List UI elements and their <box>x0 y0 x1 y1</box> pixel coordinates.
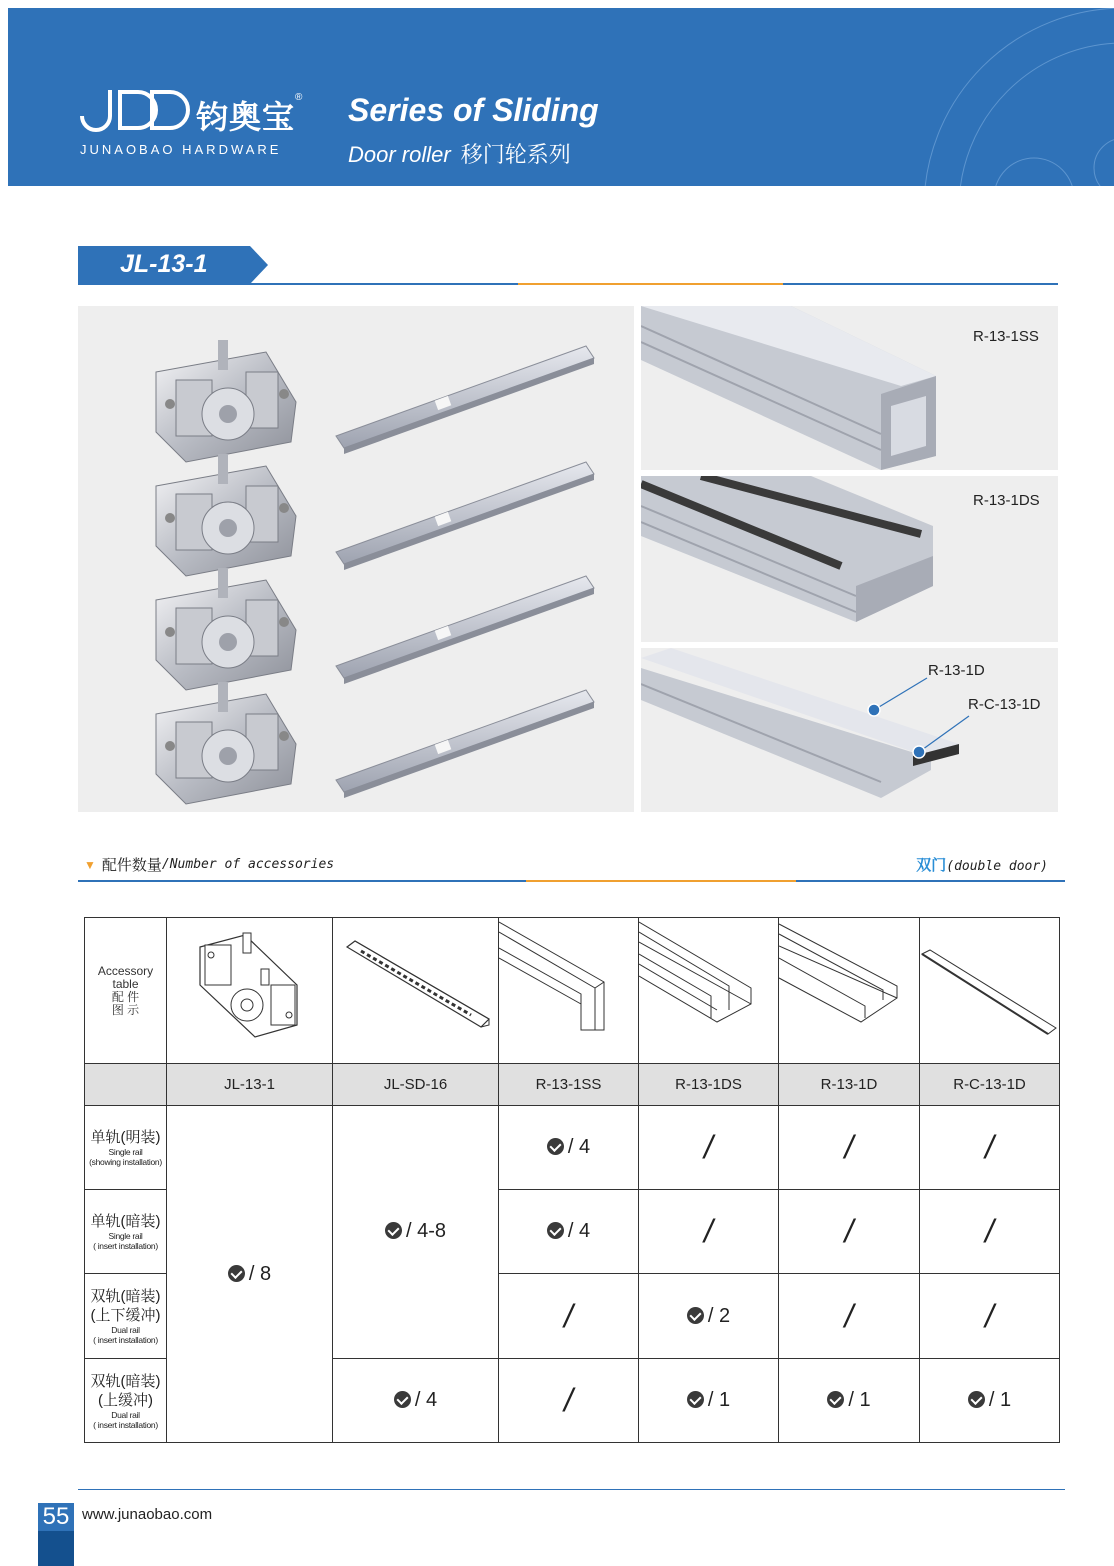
header-line-3: 配 件 <box>111 989 140 1004</box>
model-tab <box>78 246 268 284</box>
row-label-en-2: ( insert installation) <box>93 1335 158 1345</box>
row-label-en-2: (showing installation) <box>89 1157 162 1167</box>
rail-ss-line-icon <box>499 918 639 1058</box>
check-icon <box>385 1222 402 1239</box>
value-damper <box>333 1190 499 1274</box>
value-text: / 4 <box>567 1220 591 1242</box>
slash-text: / <box>704 1213 713 1249</box>
value-cell <box>639 1359 779 1443</box>
brand-name-cn: 钧奥宝 <box>196 98 296 136</box>
value-cell <box>639 1106 779 1190</box>
roller-drawing <box>167 918 333 1064</box>
damper-line-icon <box>341 933 491 1043</box>
accessory-table-header <box>85 918 167 1064</box>
value-text: / 2 <box>707 1304 731 1327</box>
value-cell <box>499 1274 639 1359</box>
value-text: / 1 <box>988 1389 1012 1411</box>
check-icon <box>827 1391 844 1408</box>
header-line-1: Accessory <box>97 963 154 978</box>
accessories-title <box>84 854 334 875</box>
model-code: JL-13-1 <box>120 250 208 278</box>
accessories-title-en: /Number of accessories <box>161 857 335 872</box>
value-damper <box>333 1359 499 1443</box>
value-cell <box>779 1359 920 1443</box>
value-cell <box>499 1359 639 1443</box>
check-icon <box>547 1138 564 1155</box>
door-type-cn: 双门 <box>916 857 947 874</box>
table-row-codes <box>85 1064 1060 1106</box>
code-rail-cd: R-C-13-1D <box>920 1064 1060 1106</box>
accessories-divider <box>78 880 1065 882</box>
slash-text: / <box>564 1297 573 1334</box>
accessories-title-cn: 配件数量 <box>101 857 162 874</box>
rail-cd-drawing <box>920 918 1060 1064</box>
footer-divider <box>78 1489 1065 1490</box>
row-label-en-2: ( insert installation) <box>93 1419 158 1430</box>
series-subtitle-en: Door roller <box>348 142 451 167</box>
product-photo-rails <box>641 306 1058 812</box>
slash-text: / <box>844 1129 854 1165</box>
row-label-dual-both <box>85 1274 167 1359</box>
value-cell <box>639 1274 779 1359</box>
decorative-circles <box>874 8 1114 186</box>
value-cell <box>920 1274 1060 1359</box>
rail-label-ds: R-13-1DS <box>973 492 1040 509</box>
table-row <box>85 1106 1060 1190</box>
value-text: / 4 <box>414 1389 438 1411</box>
rail-label-cd: R-C-13-1D <box>968 696 1041 713</box>
code-rail-ss: R-13-1SS <box>499 1064 639 1106</box>
code-damper: JL-SD-16 <box>333 1064 499 1106</box>
row-label-en-2: ( insert installation) <box>93 1241 158 1251</box>
value-cell <box>779 1274 920 1359</box>
value-cell <box>920 1106 1060 1190</box>
check-icon <box>687 1307 704 1324</box>
row-label-cn-2: (上下缓冲) <box>90 1307 161 1324</box>
rail-ds-line-icon <box>639 918 779 1058</box>
triangle-icon: ▼ <box>84 857 96 872</box>
product-photo-rollers <box>78 306 634 812</box>
value-text: / 4-8 <box>405 1220 447 1242</box>
row-label-en: Dual rail <box>111 1409 140 1420</box>
value-roller <box>167 1106 333 1443</box>
check-icon <box>394 1391 411 1408</box>
slash-text: / <box>844 1297 854 1334</box>
rail-d-drawing <box>779 918 920 1064</box>
header-line-4: 图 示 <box>111 1002 140 1017</box>
model-divider <box>78 283 1058 285</box>
value-damper-empty <box>333 1274 499 1359</box>
value-cell <box>499 1106 639 1190</box>
value-text: / 1 <box>848 1389 871 1411</box>
damper-drawing <box>333 918 499 1064</box>
roller-damper-illustration <box>78 306 634 812</box>
row-label-cn-2: (上缓冲) <box>98 1391 153 1409</box>
series-title: Series of Sliding <box>348 92 599 128</box>
value-cell <box>639 1190 779 1274</box>
value-cell <box>920 1190 1060 1274</box>
table-row-images <box>85 918 1060 1064</box>
code-rail-d: R-13-1D <box>779 1064 920 1106</box>
rail-label-d: R-13-1D <box>928 662 985 679</box>
jdb-logo-icon <box>80 88 190 132</box>
slash-text: / <box>985 1297 994 1334</box>
row-label-single-insert <box>85 1190 167 1274</box>
value-cell <box>779 1106 920 1190</box>
value-text: / 8 <box>248 1262 272 1285</box>
series-subtitle-cn: 移门轮系列 <box>460 142 571 167</box>
accessories-table <box>84 917 1060 1443</box>
rail-photo-d <box>641 648 1058 812</box>
code-roller: JL-13-1 <box>167 1064 333 1106</box>
header-line-2: table <box>112 976 139 991</box>
rail-ss-drawing <box>499 918 639 1064</box>
rail-d-line-icon <box>779 918 919 1058</box>
value-cell <box>499 1190 639 1274</box>
slash-text: / <box>985 1213 994 1249</box>
code-blank-cell <box>85 1064 167 1106</box>
check-icon <box>687 1391 704 1408</box>
value-text: / 1 <box>707 1389 731 1411</box>
page-header <box>8 8 1114 186</box>
brand-logo <box>80 88 302 138</box>
website-link[interactable]: www.junaobao.com <box>82 1506 213 1523</box>
rail-cd-line-icon <box>920 918 1060 1058</box>
row-label-en: Single rail <box>108 1231 143 1241</box>
rail-ds-drawing <box>639 918 779 1064</box>
check-icon <box>547 1222 564 1239</box>
row-label-dual-top <box>85 1359 167 1443</box>
slash-text: / <box>844 1213 854 1249</box>
row-label-cn: 单轨(明装) <box>90 1129 161 1146</box>
row-label-single-showing <box>85 1106 167 1190</box>
code-rail-ds: R-13-1DS <box>639 1064 779 1106</box>
row-label-cn: 双轨(暗装) <box>90 1288 161 1305</box>
rail-label-ss: R-13-1SS <box>973 328 1039 345</box>
rail-photo-ds <box>641 476 1058 642</box>
series-subtitle <box>348 138 571 169</box>
door-type <box>916 854 1048 875</box>
value-damper-empty <box>333 1106 499 1190</box>
slash-text: / <box>564 1382 573 1418</box>
row-label-cn: 单轨(暗装) <box>90 1213 161 1230</box>
rail-photo-ss <box>641 306 1058 470</box>
brand-name-en: JUNAOBAO HARDWARE <box>80 142 282 157</box>
row-label-cn: 双轨(暗装) <box>90 1372 161 1390</box>
door-type-en: (double door) <box>946 859 1048 874</box>
page-number: 55 <box>38 1503 74 1566</box>
row-label-en: Single rail <box>108 1147 143 1157</box>
row-label-en: Dual rail <box>111 1325 140 1335</box>
value-cell <box>779 1190 920 1274</box>
value-text: / 4 <box>567 1136 591 1158</box>
check-icon <box>228 1265 245 1282</box>
slash-text: / <box>985 1129 994 1165</box>
check-icon <box>968 1391 985 1408</box>
value-cell <box>920 1359 1060 1443</box>
roller-line-icon <box>185 925 315 1051</box>
slash-text: / <box>704 1129 713 1165</box>
registered-mark: ® <box>295 92 303 103</box>
